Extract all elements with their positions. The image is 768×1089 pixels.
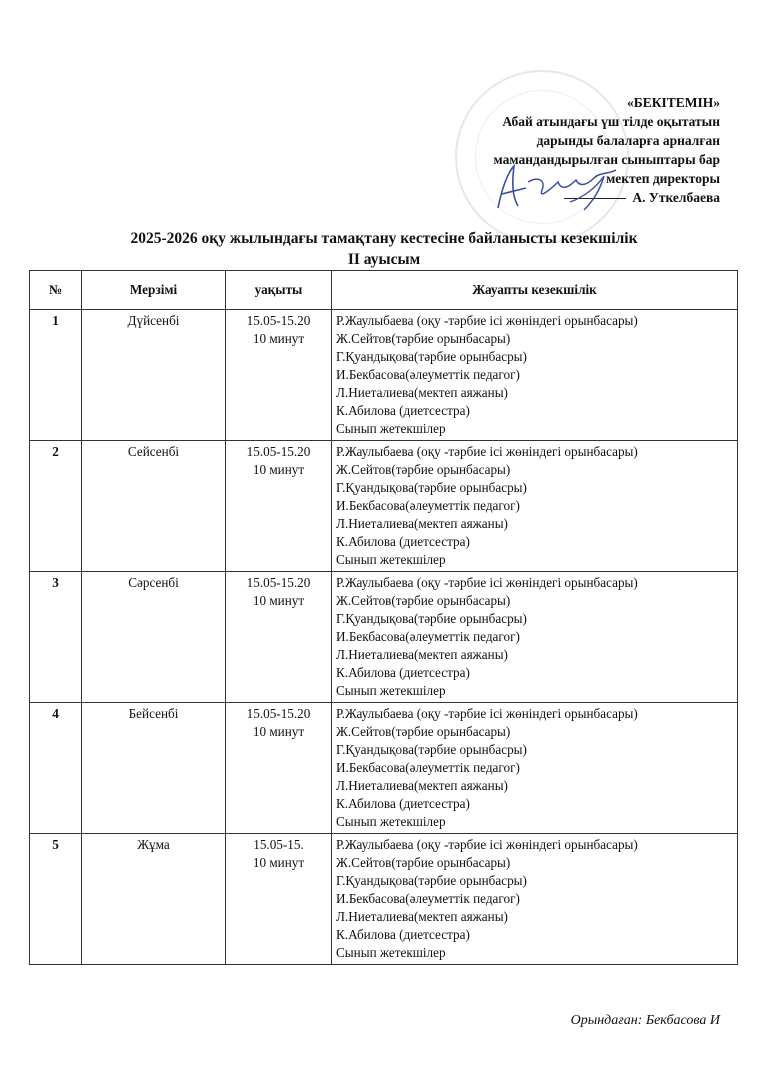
time-range: 15.05-15.20 [246, 575, 311, 590]
signer-name: А. Уткелбаева [632, 190, 720, 205]
row-day: Сейсенбі [82, 441, 226, 572]
duty-person: Г.Қуандықова(тәрбие орынбасры) [336, 742, 527, 757]
row-time [226, 441, 332, 572]
row-duty-list [332, 441, 738, 572]
duty-person: Сынып жетекшілер [336, 552, 446, 567]
duty-person: Р.Жаулыбаева (оқу -тәрбие ісі жөніндегі орынбасары) [336, 706, 638, 721]
duty-person: К.Абилова (диетсестра) [336, 534, 470, 549]
duty-person: Сынып жетекшілер [336, 683, 446, 698]
table-row [30, 703, 738, 834]
duty-person: И.Бекбасова(әлеуметтік педагог) [336, 498, 520, 513]
row-duty-list [332, 572, 738, 703]
table-row [30, 834, 738, 965]
duty-person: И.Бекбасова(әлеуметтік педагог) [336, 760, 520, 775]
row-day: Бейсенбі [82, 703, 226, 834]
approval-line: дарынды балаларға арналған [536, 133, 720, 148]
row-number: 1 [30, 310, 82, 441]
duty-person: К.Абилова (диетсестра) [336, 403, 470, 418]
duty-person: Р.Жаулыбаева (оқу -тәрбие ісі жөніндегі орынбасары) [336, 313, 638, 328]
row-day: Жұма [82, 834, 226, 965]
duty-person: И.Бекбасова(әлеуметтік педагог) [336, 891, 520, 906]
row-time [226, 703, 332, 834]
title-main: 2025-2026 оқу жылындағы тамақтану кестесіне байланысты кезекшілік [130, 230, 638, 247]
duty-person: К.Абилова (диетсестра) [336, 927, 470, 942]
row-day: Сәрсенбі [82, 572, 226, 703]
duty-person: К.Абилова (диетсестра) [336, 796, 470, 811]
duty-person: Ж.Сейтов(тәрбие орынбасары) [336, 593, 511, 608]
duty-person: И.Бекбасова(әлеуметтік педагог) [336, 367, 520, 382]
time-duration: 10 минут [252, 331, 305, 346]
row-day: Дүйсенбі [82, 310, 226, 441]
header-number: № [30, 271, 82, 310]
duty-person: Г.Қуандықова(тәрбие орынбасры) [336, 349, 527, 364]
row-time [226, 310, 332, 441]
duty-person: Сынып жетекшілер [336, 814, 446, 829]
time-range: 15.05-15.20 [246, 313, 311, 328]
row-number: 4 [30, 703, 82, 834]
duty-person: Сынып жетекшілер [336, 421, 446, 436]
duty-person: Р.Жаулыбаева (оқу -тәрбие ісі жөніндегі орынбасары) [336, 575, 638, 590]
duty-person: К.Абилова (диетсестра) [336, 665, 470, 680]
duty-person: Ж.Сейтов(тәрбие орынбасары) [336, 855, 511, 870]
time-range: 15.05-15.20 [246, 706, 311, 721]
approval-line: мектеп директоры [606, 171, 720, 186]
row-number: 5 [30, 834, 82, 965]
table-row [30, 572, 738, 703]
duty-person: Ж.Сейтов(тәрбие орынбасары) [336, 462, 511, 477]
time-duration: 10 минут [252, 593, 305, 608]
duty-person: Л.Ниеталиева(мектеп аяжаны) [336, 385, 508, 400]
director-signature [492, 158, 632, 214]
duty-person: Р.Жаулыбаева (оқу -тәрбие ісі жөніндегі орынбасары) [336, 444, 638, 459]
duty-person: И.Бекбасова(әлеуметтік педагог) [336, 629, 520, 644]
row-time [226, 572, 332, 703]
duty-person: Л.Ниеталиева(мектеп аяжаны) [336, 516, 508, 531]
duty-person: Ж.Сейтов(тәрбие орынбасары) [336, 724, 511, 739]
duty-person: Ж.Сейтов(тәрбие орынбасары) [336, 331, 511, 346]
duty-schedule-table [29, 270, 738, 965]
duty-person: Г.Қуандықова(тәрбие орынбасры) [336, 873, 527, 888]
header-responsible: Жауапты кезекшілік [332, 271, 738, 310]
duty-person: Л.Ниеталиева(мектеп аяжаны) [336, 778, 508, 793]
duty-person: Г.Қуандықова(тәрбие орынбасры) [336, 611, 527, 626]
row-duty-list [332, 834, 738, 965]
table-row [30, 441, 738, 572]
table-header-row [30, 271, 738, 310]
duty-person: Г.Қуандықова(тәрбие орынбасры) [336, 480, 527, 495]
header-day: Мерзімі [82, 271, 226, 310]
duty-person: Сынып жетекшілер [336, 945, 446, 960]
row-duty-list [332, 703, 738, 834]
prepared-by: Орындаған: Бекбасова И [570, 1013, 720, 1028]
table-row [30, 310, 738, 441]
time-range: 15.05-15.20 [246, 444, 311, 459]
duty-person: Л.Ниеталиева(мектеп аяжаны) [336, 647, 508, 662]
time-duration: 10 минут [252, 724, 305, 739]
time-duration: 10 минут [252, 855, 305, 870]
time-duration: 10 минут [252, 462, 305, 477]
time-range: 15.05-15. [253, 837, 304, 852]
duty-person: Р.Жаулыбаева (оқу -тәрбие ісі жөніндегі орынбасары) [336, 837, 638, 852]
duty-person: Л.Ниеталиева(мектеп аяжаны) [336, 909, 508, 924]
approval-line: мамандандырылған сыныптары бар [493, 152, 720, 167]
row-number: 3 [30, 572, 82, 703]
title-sub: II ауысым [347, 251, 421, 268]
approval-line: Абай атындағы үш тілде оқытатын [502, 114, 720, 129]
document-title [0, 228, 768, 270]
row-time [226, 834, 332, 965]
row-number: 2 [30, 441, 82, 572]
header-time: уақыты [226, 271, 332, 310]
approval-heading: «БЕКІТЕМІН» [627, 95, 720, 110]
row-duty-list [332, 310, 738, 441]
